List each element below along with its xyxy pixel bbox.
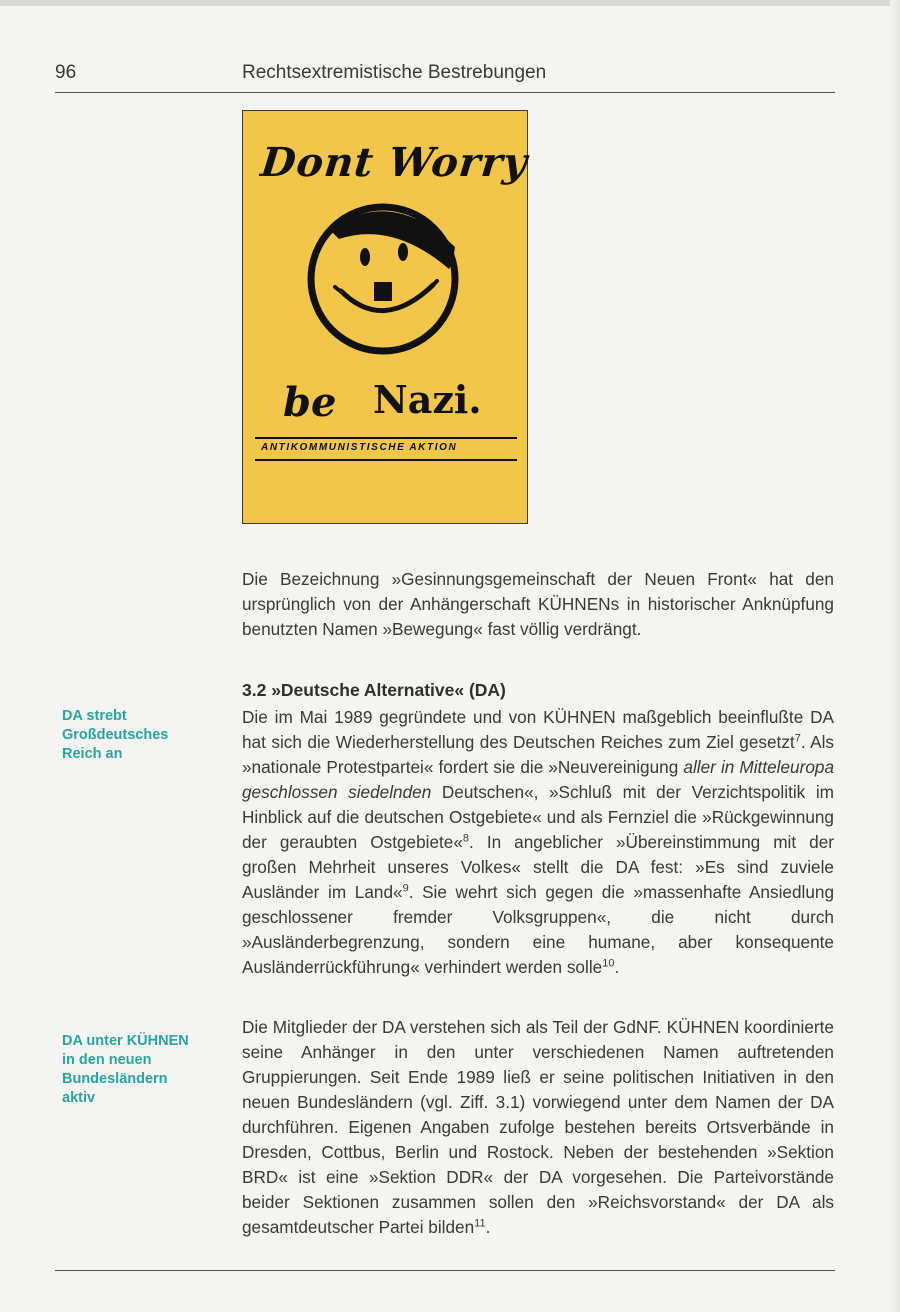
poster-slogan-top: Dont Worry [258,139,531,186]
margin-note-kuehnen: DA unter KÜHNEN in den neuen Bundesländern aktiv [62,1033,189,1106]
poster-slogan-nazi: Nazi. [373,377,482,422]
section-paragraph-1: Die im Mai 1989 gegründete und von KÜHNEN maßgeblich beeinflußte DA hat sich die Wiederherstellung des Deutschen Reiches zum Ziel gesetzt$^7$. Als »nationale Protestpartei« fordert sie die »Neuvereinigung aller in Mitteleuropa geschlossen siedelnden Deutschen«, »Schluß mit der Verzichtspolitik im Hinblick auf die deutschen Ostgebiete« und als Fernziel die »Rückgewinnung der geraubten Ostgebiete«$^8$. In angeblicher »Übereinstimmung mit der großen Mehrheit unseres Volkes« stellt die DA fest: »Es sind zuviele Ausländer im Land«$^9$. Sie wehrt sich gegen die »massenhafte Ansiedlung geschlossener fremder Volksgruppen«, die nicht durch »Ausländerbegrenzung, sondern eine humane, aber konsequente Ausländerrückführung« verhindert werden solle$^{10}$. [242,707,835,977]
intro-paragraph: Die Bezeichnung »Gesinnungsgemeinschaft der Neuen Front« hat den ursprünglich von der Anhängerschaft KÜHNENs in historischer Anknüpfung benutzten Namen »Bewegung« fast völlig verdrängt. [242,569,834,639]
running-title: Rechtsextremistische Bestrebungen [242,62,547,83]
scan-edge-top [0,0,900,6]
footnote-ref-7: 7 [794,732,801,745]
poster-rule-top [255,437,517,439]
header-rule [55,92,835,93]
section-paragraph-2: Die Mitglieder der DA verstehen sich als Teil der GdNF. KÜHNEN koordinierte seine Anhänger in den unter verschiedenen Namen auftretenden Gruppierungen. Seit Ende 1989 ließ er seine politischen Initiativen in den neuen Bundesländern (vgl. Ziff. 3.1) vorwiegend unter dem Namen der DA durchführen. Eigenen Angaben zufolge bestehen bereits Ortsverbände in Dresden, Cottbus, Berlin und Rostock. Neben der bestehenden »Sektion BRD« ist eine »Sektion DDR« der DA vorgesehen. Die Parteivorstände beider Sektionen zusammen sollen den »Reichsvorstand« der DA als gesamtdeutscher Partei bilden$^{11}$. [242,1017,834,1237]
margin-note-reich: DA strebt Großdeutsches Reich an [62,708,169,762]
poster-rule-bottom [255,459,517,461]
section-heading: 3.2 »Deutsche Alternative« (DA) [242,680,506,700]
poster-group-name: ANTIKOMMUNISTISCHE AKTION [261,442,458,453]
poster-image [242,110,531,524]
footnote-ref-10: 10 [602,957,615,970]
poster-slogan-be: be [283,379,337,426]
footer-rule [55,1270,835,1271]
page-number: 96 [55,62,77,83]
footnote-ref-11: 11 [474,1217,486,1230]
footnote-ref-9: 9 [402,882,409,895]
footnote-ref-8: 8 [462,832,470,845]
scan-edge-right [890,0,900,1312]
